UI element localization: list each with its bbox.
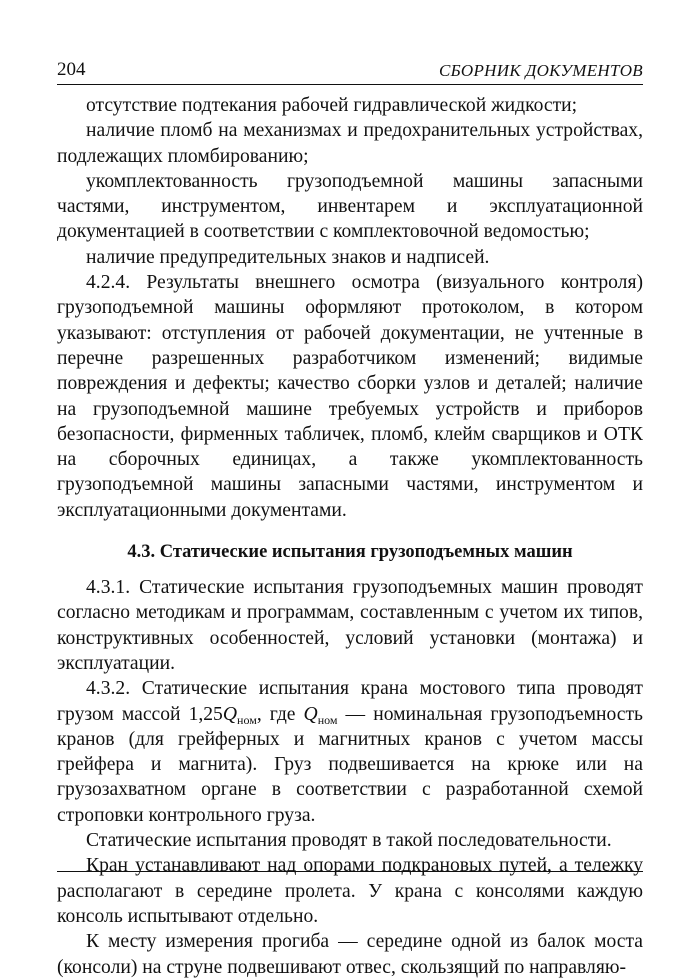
paragraph-4-3-2 bbox=[57, 676, 643, 828]
paragraph-text: , где bbox=[256, 703, 304, 725]
paragraph-text: 4.3.2. Статические испытания крана мостового типа проводят грузом массой 1,25 bbox=[57, 678, 643, 725]
q-subscript: ном bbox=[317, 712, 338, 727]
q-subscript: ном bbox=[237, 712, 257, 727]
page-header bbox=[57, 56, 643, 85]
q-symbol: Q bbox=[222, 703, 238, 725]
body-text bbox=[57, 93, 643, 980]
book-page bbox=[57, 56, 643, 980]
footer-rule bbox=[57, 871, 643, 872]
paragraph: наличие пломб на механизмах и предохранительных устройствах, подлежащих пломбированию; bbox=[57, 120, 643, 167]
paragraph: отсутствие подтекания рабочей гидравлической жидкости; bbox=[86, 95, 578, 116]
paragraph-4-3-1: 4.3.1. Статические испытания грузоподъемных машин проводят согласно методикам и программам, составленным с учетом их типов, конструктивных особенностей, условий установки (монтажа) и эксплуатации. bbox=[57, 577, 643, 674]
running-title: СБОРНИК ДОКУМЕНТОВ bbox=[438, 61, 643, 80]
paragraph: Кран устанавливают над опорами подкрановых путей, а тележку располагают в середине пролета. У крана с консолями каждую консоль испытывают отдельно. bbox=[57, 855, 643, 927]
paragraph: Статические испытания проводят в такой последовательности. bbox=[86, 830, 612, 852]
q-symbol: Q bbox=[303, 703, 318, 725]
section-heading: 4.3. Статические испытания грузоподъемных машин bbox=[127, 542, 573, 563]
paragraph-4-2-4: 4.2.4. Результаты внешнего осмотра (визуального контроля) грузоподъемной машины оформляют протоколом, в котором указывают: отступления от рабочей документации, не учтенные в перечне разрешенных разработчиком изменений; видимые повреждения и дефекты; качество сборки узлов и деталей; наличие на грузоподъемной машине требуемых устройств и приборов безопасности, фирменных табличек, пломб, клейм сварщиков и ОТК на сборочных единицах, а также укомплектованность грузоподъемной машины запасными частями, инструментом и эксплуатационными документами. bbox=[57, 272, 643, 521]
paragraph: К месту измерения прогиба — середине одной из балок моста (консоли) на струне подвешивают отвес, скользящий по направляю- bbox=[57, 931, 643, 978]
paragraph: укомплектованность грузоподъемной машины запасными частями, инструментом, инвентарем и эксплуатационной документацией в соответствии с комплектовочной ведомостью; bbox=[57, 170, 643, 243]
page-number: 204 bbox=[57, 59, 86, 80]
paragraph-text: — номинальная грузоподъемность кранов (для грейферных и магнитных кранов с учетом массы грейфера и магнита). Груз подвешивается на крюке или на грузозахватном органе в соответствии с разработанной схемой строповки контрольного груза. bbox=[57, 703, 643, 826]
paragraph: наличие предупредительных знаков и надписей. bbox=[86, 246, 490, 268]
